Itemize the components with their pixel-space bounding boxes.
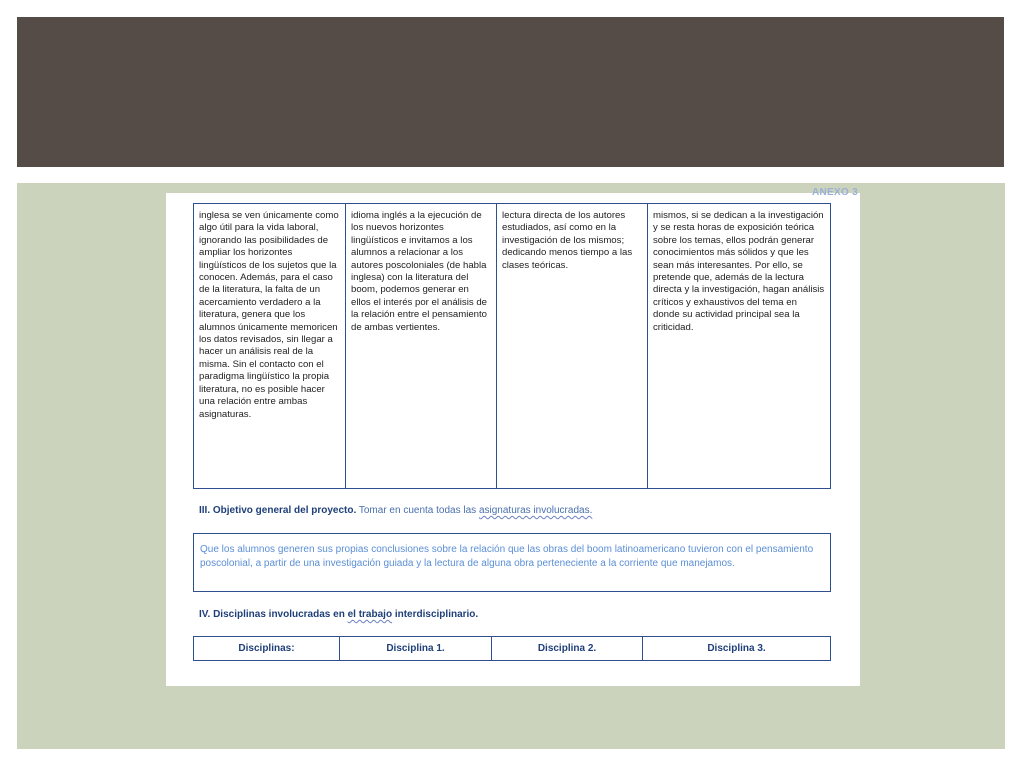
discipline-3: Disciplina 3.: [707, 643, 766, 654]
discipline-1: Disciplina 1.: [340, 637, 492, 660]
section-3-title: [199, 505, 592, 516]
section-3-heading: III. Objetivo general del proyecto.: [199, 505, 357, 516]
table-cell-4: mismos, si se dedican a la investigación y se resta horas de exposición teórica sobre los temas, ellos podrán generar conocimientos más sólidos y que les sean más interesantes. Por ello, se pretende que, además de la lectura directa y la investigación, hagan análisis críticos y exhaustivos del tema en donde su actividad principal sea la criticidad.: [653, 210, 825, 333]
section-3-squiggle: asignaturas involucradas.: [478, 505, 593, 516]
table-cell-3: lectura directa de los autores estudiados, así como en la investigación de los mismos; dedicando menos tiempo a las clases teóricas.: [497, 204, 648, 488]
table-cell-1: inglesa se ven únicamente como algo útil para la vida laboral, ignorando las posibilidades de ampliar los horizontes lingüísticos de los sujetos que la conocen. Además, para el caso de la literatura, la falta de un acercamiento verdadero a la literatura, genera que los alumnos únicamente memoricen los datos revisados, sin llegar a hacer un análisis real de la misma. Sin el contacto con el paradigma lingüístico la propia literatura, no es posible hacer una relación entre ambas asignaturas.: [194, 204, 346, 488]
section-3-text: Tomar en cuenta todas las: [358, 505, 477, 516]
section-4-title: [199, 609, 478, 620]
discipline-2: Disciplina 2.: [492, 637, 643, 660]
disciplines-table: [193, 636, 831, 661]
plan-table: [193, 203, 831, 489]
document-page: [166, 187, 860, 686]
objective-box: Que los alumnos generen sus propias conclusiones sobre la relación que las obras del boom latinoamericano tuvieron con el pensamiento poscolonial, a partir de una investigación guiada y la lectura de alguna obra perteneciente a la corriente que manejamos.: [193, 533, 831, 592]
section-4-squiggle: el trabajo: [347, 609, 393, 620]
section-4-heading: IV. Disciplinas involucradas en: [199, 609, 345, 620]
corner-label: ANEXO 3: [811, 187, 858, 198]
section-4-tail: interdisciplinario.: [394, 609, 479, 620]
header-band: [17, 17, 1004, 167]
disciplines-label: Disciplinas:: [194, 637, 340, 660]
table-cell-2: idioma inglés a la ejecución de los nuevos horizontes lingüísticos e invitamos a los alumnos a relacionar a los autores poscoloniales (de habla inglesa) con la literatura del boom, podemos generar en ellos el interés por el análisis de la relación entre el pensamiento de ambas vertientes.: [346, 204, 497, 488]
